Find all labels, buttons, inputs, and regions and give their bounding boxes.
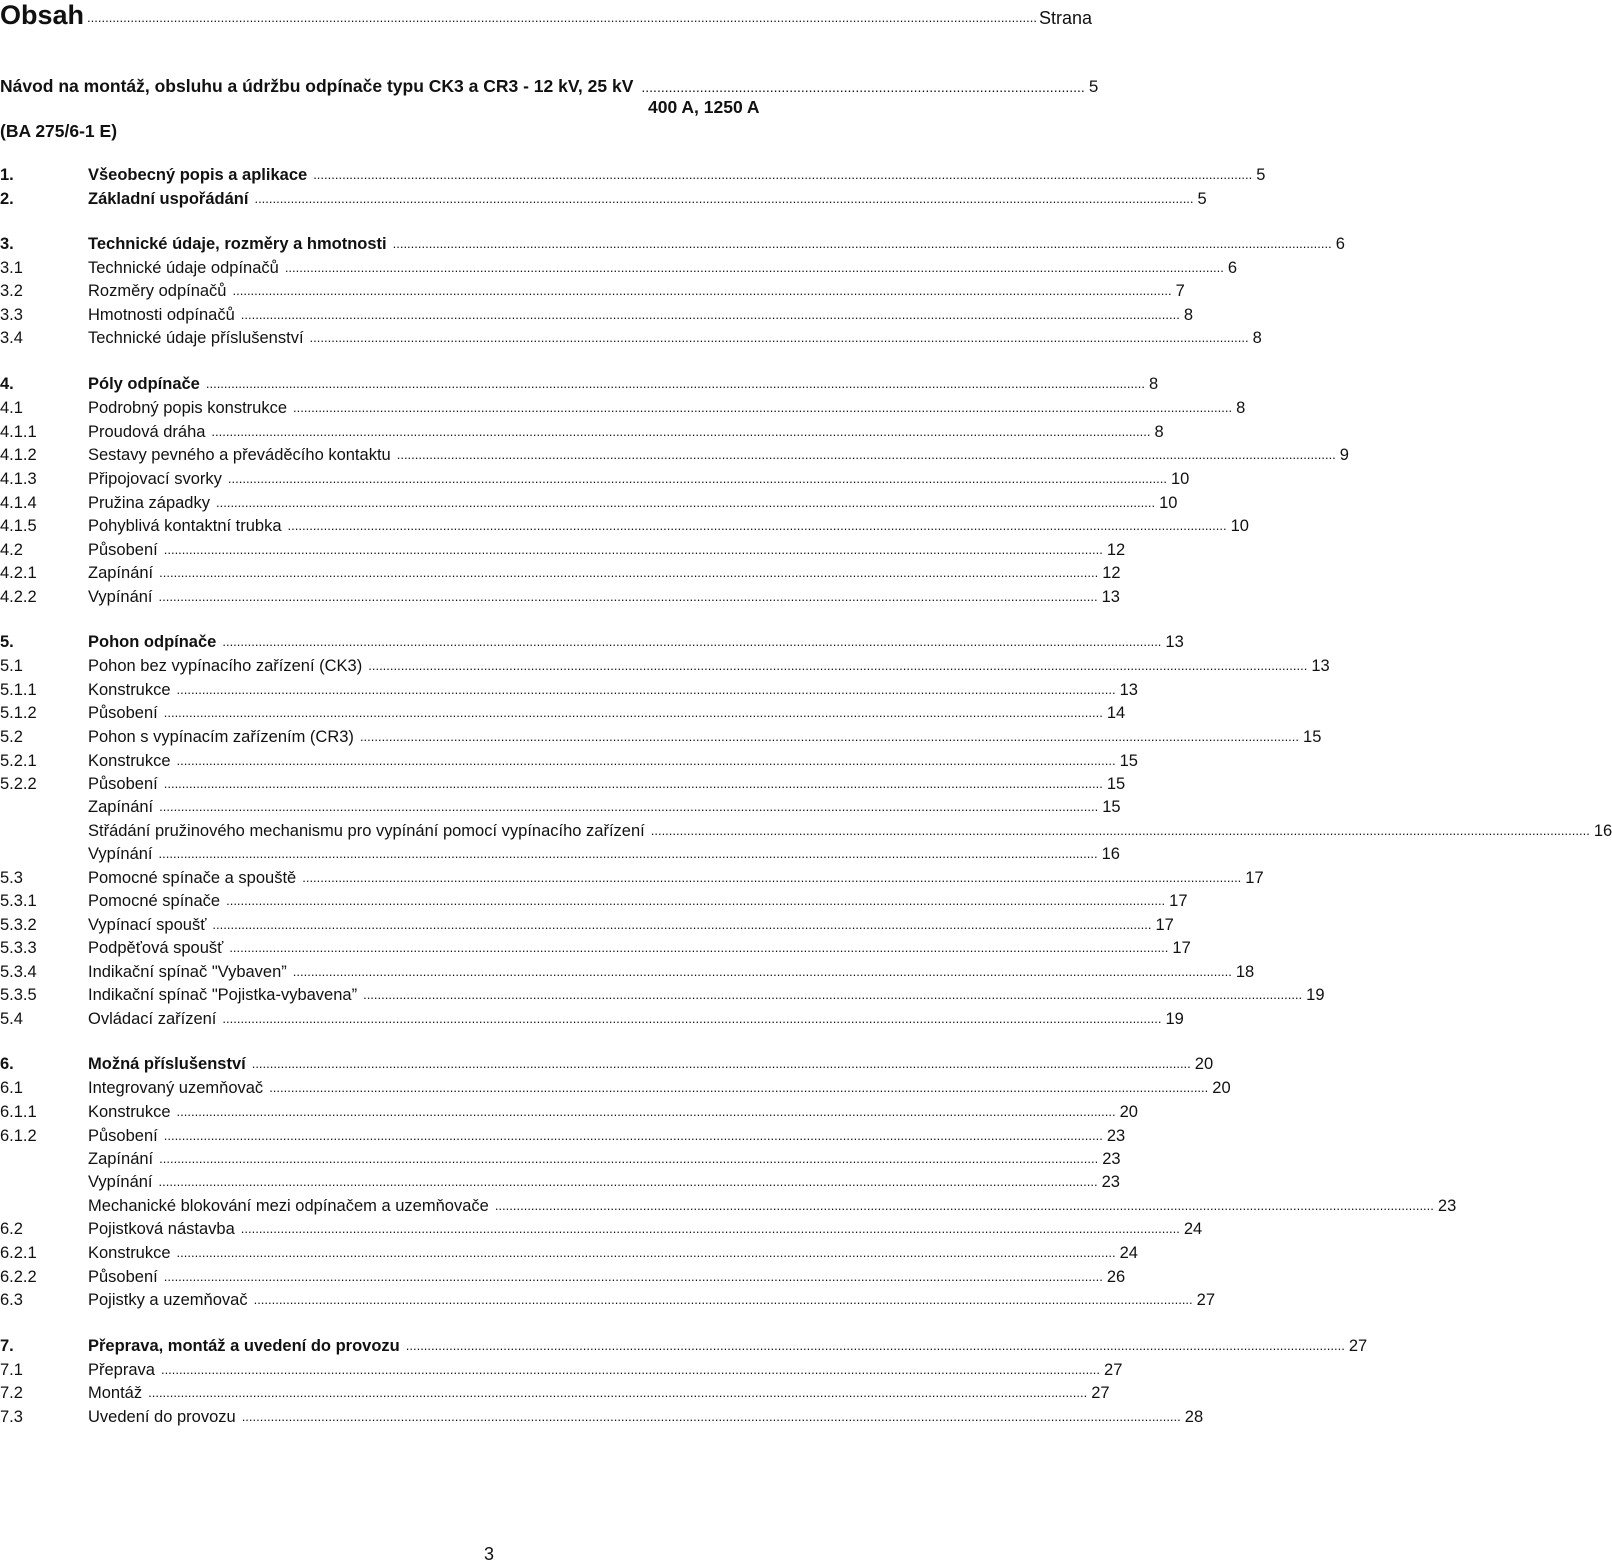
leader-dots: ....................................................................................................................................................................................................................................................................: [313, 167, 1253, 182]
toc-entry-page: 19: [1306, 986, 1325, 1004]
toc-entry[interactable]: [0, 1194, 1457, 1216]
toc-entry-label: Technické údaje příslušenství: [88, 329, 304, 347]
toc-entry[interactable]: [0, 279, 1185, 301]
toc-entry-page: 28: [1184, 1408, 1204, 1426]
toc-entry[interactable]: [0, 1007, 1184, 1029]
toc-entry[interactable]: [0, 795, 1121, 817]
toc-entry-page: 14: [1106, 704, 1126, 722]
toc-entry-page: 10: [1159, 494, 1178, 512]
toc-entry-label: Vypínání: [88, 845, 153, 863]
toc-entry-label: Póly odpínače: [88, 375, 200, 393]
toc-entry-label: Indikační spínač "Pojistka-vybavena”: [88, 986, 358, 1004]
toc-entry[interactable]: [0, 256, 1238, 278]
leader-dots: ....................................................................................................................................................................................................................................................................: [211, 424, 1151, 439]
leader-dots: ....................................................................................................................................................................................................................................................................: [302, 870, 1242, 885]
toc-entry-number: 3.4: [0, 329, 23, 347]
toc-entry-label: Vypínací spoušť: [88, 916, 207, 934]
leader-dots: ....................................................................................................................................................................................................................................................................: [226, 893, 1166, 908]
header-leader-dots: .......................................................................................................................................................................................................................................................................: [87, 10, 1037, 25]
leader-dots: ....................................................................................................................................................................................................................................................................: [240, 307, 1180, 322]
toc-entry-label: Pohon s vypínacím zařízením (CR3): [88, 728, 354, 746]
leader-dots: ....................................................................................................................................................................................................................................................................: [222, 1011, 1162, 1026]
toc-entry-label: Konstrukce: [88, 681, 171, 699]
toc-entry-number: 4.1.3: [0, 470, 37, 488]
toc-entry[interactable]: [0, 420, 1164, 442]
toc-entry-number: 7.1: [0, 1361, 23, 1379]
toc-entry-number: 3.2: [0, 282, 23, 300]
leader-dots: ....................................................................................................................................................................................................................................................................: [309, 330, 1249, 345]
toc-entry[interactable]: [0, 514, 1249, 536]
leader-dots: ....................................................................................................................................................................................................................................................................: [176, 682, 1116, 697]
leader-dots: ....................................................................................................................................................................................................................................................................: [159, 799, 1099, 814]
leader-dots: ....................................................................................................................................................................................................................................................................: [287, 518, 1227, 533]
toc-entry-page: 8: [1183, 306, 1194, 324]
toc-entry[interactable]: [0, 187, 1207, 209]
leader-dots: ....................................................................................................................................................................................................................................................................: [158, 1174, 1098, 1189]
toc-entry-number: 3.3: [0, 306, 23, 324]
toc-entry[interactable]: [0, 866, 1264, 888]
toc-entry[interactable]: [0, 842, 1120, 864]
toc-entry[interactable]: [0, 491, 1178, 513]
toc-entry-page: 8: [1236, 399, 1246, 417]
toc-entry-label: Střádání pružinového mechanismu pro vypínání pomocí vypínacího zařízení: [88, 822, 645, 840]
toc-entry-page: 15: [1303, 728, 1322, 746]
page-column-label: Strana: [1038, 8, 1092, 28]
toc-entry-label: Konstrukce: [88, 1103, 171, 1121]
leader-dots: ....................................................................................................................................................................................................................................................................: [227, 471, 1167, 486]
page-number: 3: [484, 1544, 495, 1564]
toc-entry-page: 13: [1165, 633, 1184, 651]
toc-entry-page: 15: [1119, 752, 1138, 770]
toc-entry-page: 17: [1172, 939, 1191, 957]
toc-entry-number: 4.1.2: [0, 446, 37, 464]
toc-entry-label: Technické údaje odpínačů: [88, 259, 279, 277]
toc-entry-number: 5.2.1: [0, 752, 37, 770]
leader-dots: ....................................................................................................................................................................................................................................................................: [216, 495, 1156, 510]
toc-entry-page: 17: [1155, 916, 1174, 934]
toc-entry-number: 5.3: [0, 869, 23, 887]
toc-entry-number: 5.1.2: [0, 704, 37, 722]
leader-dots: ....................................................................................................................................................................................................................................................................: [251, 1056, 1191, 1071]
toc-entry-label: Sestavy pevného a převáděcího kontaktu: [88, 446, 391, 464]
toc-entry-label: Možná příslušenství: [88, 1055, 246, 1073]
document-title-line3: (BA 275/6-1 E): [0, 121, 118, 141]
toc-entry-page: 20: [1119, 1103, 1138, 1121]
toc-entry-number: 5.3.4: [0, 963, 37, 981]
toc-entry-page: 5: [1256, 166, 1266, 184]
toc-entry-label: Pojistky a uzemňovač: [88, 1291, 248, 1309]
leader-dots: ....................................................................................................................................................................................................................................................................: [269, 1080, 1209, 1095]
toc-entry-number: 5.3.5: [0, 986, 37, 1004]
toc-entry-number: 4.1: [0, 399, 23, 417]
toc-entry-page: 24: [1119, 1244, 1138, 1262]
toc-entry-number: 5.2: [0, 728, 23, 746]
toc-entry-page: 15: [1102, 798, 1121, 816]
toc-entry-number: 6.2: [0, 1220, 23, 1238]
toc-entry-page: 27: [1091, 1384, 1110, 1402]
toc-entry[interactable]: [0, 1170, 1120, 1192]
toc-entry-page: 27: [1196, 1291, 1216, 1309]
toc-entry[interactable]: [0, 538, 1126, 560]
toc-entry-number: 5.4: [0, 1010, 23, 1028]
toc-entry[interactable]: [0, 1405, 1204, 1427]
toc-entry-number: 5.3.1: [0, 892, 37, 910]
toc-entry-number: 4.1.5: [0, 517, 37, 535]
toc-entry-label: Vypínání: [88, 1173, 153, 1191]
leader-dots: ....................................................................................................................................................................................................................................................................: [254, 191, 1194, 206]
leader-dots: ....................................................................................................................................................................................................................................................................: [159, 1151, 1099, 1166]
toc-entry-label: Všeobecný popis a aplikace: [88, 166, 308, 184]
toc-entry-page: 26: [1106, 1268, 1126, 1286]
leader-dots: ....................................................................................................................................................................................................................................................................: [148, 1385, 1088, 1400]
toc-entry[interactable]: [0, 443, 1349, 465]
leader-dots: ..................................................................................................................: [641, 79, 1085, 95]
toc-entry-page: 12: [1102, 564, 1121, 582]
toc-entry-page: 8: [1154, 423, 1164, 441]
toc-entry-label: Působení: [88, 541, 158, 559]
toc-entry-page: 17: [1169, 892, 1188, 910]
toc-entry-number: 6.1.2: [0, 1127, 37, 1145]
leader-dots: ....................................................................................................................................................................................................................................................................: [163, 542, 1103, 557]
toc-entry-label: Integrovaný uzemňovač: [88, 1079, 264, 1097]
toc-entry[interactable]: [0, 1358, 1123, 1380]
toc-entry[interactable]: [0, 772, 1126, 794]
toc-entry-page: 13: [1311, 657, 1330, 675]
toc-entry-label: Přeprava, montáž a uvedení do provozu: [88, 1337, 400, 1355]
leader-dots: ....................................................................................................................................................................................................................................................................: [176, 1245, 1116, 1260]
leader-dots: ....................................................................................................................................................................................................................................................................: [158, 589, 1098, 604]
toc-entry-number: 4.2.1: [0, 564, 37, 582]
toc-entry-label: Podrobný popis konstrukce: [88, 399, 288, 417]
toc-entry-number: 5.: [0, 633, 14, 651]
toc-entry-label: Konstrukce: [88, 752, 171, 770]
toc-entry[interactable]: [0, 232, 1345, 254]
page-title: Obsah: [0, 0, 85, 30]
toc-entry-label: Indikační spínač "Vybaven”: [88, 963, 287, 981]
toc-entry[interactable]: [0, 326, 1262, 348]
toc-entry-page: 8: [1252, 329, 1262, 347]
toc-entry-page: 27: [1104, 1361, 1123, 1379]
leader-dots: ....................................................................................................................................................................................................................................................................: [158, 846, 1098, 861]
leader-dots: ....................................................................................................................................................................................................................................................................: [292, 964, 1232, 979]
toc-entry-label: Pohon odpínače: [88, 633, 217, 651]
toc-entry-number: 6.: [0, 1055, 14, 1073]
toc-entry-label: Ovládací zařízení: [88, 1010, 217, 1028]
toc-entry-number: 6.2.2: [0, 1268, 37, 1286]
toc-entry-label: Mechanické blokování mezi odpínačem a uzemňovače: [88, 1197, 489, 1215]
toc-entry-label: Zapínání: [88, 1150, 154, 1168]
toc-entry-label: Připojovací svorky: [88, 470, 222, 488]
toc-entry[interactable]: [0, 819, 1612, 841]
toc-entry[interactable]: [0, 701, 1126, 723]
toc-entry-label: Působení: [88, 704, 158, 722]
toc-entry[interactable]: [0, 561, 1121, 583]
toc-entry-number: 5.3.2: [0, 916, 37, 934]
toc-entry[interactable]: [0, 630, 1184, 652]
toc-entry[interactable]: [0, 1100, 1138, 1122]
toc-entry-number: 5.3.3: [0, 939, 37, 957]
toc-entry-number: 6.1.1: [0, 1103, 37, 1121]
toc-entry-page: 8: [1148, 375, 1159, 393]
toc-entry-label: Montáž: [88, 1384, 143, 1402]
toc-entry-number: 7.3: [0, 1408, 23, 1426]
toc-entry[interactable]: [0, 960, 1255, 982]
leader-dots: ....................................................................................................................................................................................................................................................................: [396, 447, 1336, 462]
toc-entry-label: Působení: [88, 1268, 158, 1286]
leader-dots: ....................................................................................................................................................................................................................................................................: [163, 705, 1103, 720]
toc-entry-number: 4.1.4: [0, 494, 37, 512]
toc-entry-page: 6: [1335, 235, 1345, 253]
leader-dots: ....................................................................................................................................................................................................................................................................: [293, 400, 1233, 415]
toc-entry-label: Pružina západky: [88, 494, 210, 512]
toc-entry[interactable]: [0, 678, 1138, 700]
toc-entry-number: 3.1: [0, 259, 23, 277]
toc-entry-page: 20: [1194, 1055, 1214, 1073]
leader-dots: ....................................................................................................................................................................................................................................................................: [650, 823, 1590, 838]
leader-dots: ....................................................................................................................................................................................................................................................................: [163, 1269, 1103, 1284]
toc-entry-label: Hmotnosti odpínačů: [88, 306, 235, 324]
toc-entry-number: 6.1: [0, 1079, 23, 1097]
toc-entry-number: 5.1.1: [0, 681, 37, 699]
toc-entry[interactable]: [0, 983, 1325, 1005]
toc-entry-label: Proudová dráha: [88, 423, 206, 441]
toc-entry-label: Zapínání: [88, 798, 154, 816]
toc-entry-number: 4.2.2: [0, 588, 37, 606]
toc-entry-page: 15: [1106, 775, 1126, 793]
leader-dots: ....................................................................................................................................................................................................................................................................: [405, 1338, 1345, 1353]
toc-entry[interactable]: [0, 163, 1266, 185]
toc-entry[interactable]: [0, 1052, 1214, 1074]
toc-entry-label: Pomocné spínače: [88, 892, 221, 910]
leader-dots: ....................................................................................................................................................................................................................................................................: [163, 1128, 1103, 1143]
leader-dots: ....................................................................................................................................................................................................................................................................: [232, 283, 1172, 298]
toc-entry-page: 6: [1227, 259, 1238, 277]
toc-entry[interactable]: [0, 1147, 1121, 1169]
toc-entry[interactable]: [0, 396, 1246, 418]
leader-dots: ....................................................................................................................................................................................................................................................................: [359, 729, 1300, 744]
toc-entry-page: 13: [1101, 588, 1120, 606]
document-title-line1: Návod na montáž, obsluhu a údržbu odpínače typu CK3 a CR3 - 12 kV, 25 kV: [0, 76, 634, 96]
toc-entry-page: 23: [1106, 1127, 1126, 1145]
toc-entry-number: 3.: [0, 235, 14, 253]
toc-entry-label: Působení: [88, 775, 158, 793]
toc-entry-number: 7.: [0, 1337, 14, 1355]
leader-dots: ....................................................................................................................................................................................................................................................................: [253, 1292, 1193, 1307]
toc-entry-number: 4.2: [0, 541, 23, 559]
toc-entry-label: Zapínání: [88, 564, 154, 582]
leader-dots: ....................................................................................................................................................................................................................................................................: [212, 917, 1152, 932]
toc-entry-page: 23: [1102, 1150, 1121, 1168]
leader-dots: ....................................................................................................................................................................................................................................................................: [160, 1362, 1101, 1377]
toc-entry-number: 4.1.1: [0, 423, 37, 441]
leader-dots: ....................................................................................................................................................................................................................................................................: [159, 565, 1099, 580]
toc-entry[interactable]: [0, 585, 1120, 607]
toc-entry-page: 7: [1175, 282, 1185, 300]
toc-entry-label: Pomocné spínače a spouště: [88, 869, 297, 887]
toc-entry[interactable]: [0, 749, 1138, 771]
toc-entry[interactable]: [0, 1381, 1110, 1403]
toc-entry-page: 16: [1101, 845, 1120, 863]
toc-entry[interactable]: [0, 1076, 1231, 1098]
leader-dots: ....................................................................................................................................................................................................................................................................: [240, 1221, 1180, 1236]
toc-entry[interactable]: [0, 1241, 1138, 1263]
toc-entry-label: Pohon bez vypínacího zařízení (CK3): [88, 657, 363, 675]
toc-entry-number: 4.: [0, 375, 14, 393]
document-title-page: 5: [1088, 77, 1099, 96]
toc-entry-page: 5: [1197, 190, 1207, 208]
toc-entry-page: 23: [1101, 1173, 1120, 1191]
toc-entry[interactable]: [0, 1124, 1126, 1146]
toc-entry-number: 1.: [0, 166, 14, 184]
toc-entry-label: Uvedení do provozu: [88, 1408, 236, 1426]
toc-entry-label: Rozměry odpínačů: [88, 282, 227, 300]
toc-entry-number: 2.: [0, 190, 14, 208]
toc-entry-page: 10: [1170, 470, 1190, 488]
toc-entry-number: 5.2.2: [0, 775, 37, 793]
leader-dots: ....................................................................................................................................................................................................................................................................: [284, 260, 1224, 275]
toc-entry[interactable]: [0, 1288, 1216, 1310]
toc-entry[interactable]: [0, 654, 1330, 676]
leader-dots: ....................................................................................................................................................................................................................................................................: [205, 376, 1145, 391]
toc-entry[interactable]: [0, 913, 1174, 935]
toc-entry-page: 27: [1348, 1337, 1368, 1355]
toc-entry-page: 10: [1230, 517, 1249, 535]
toc-entry-label: Základní uspořádání: [88, 190, 249, 208]
toc-entry-page: 9: [1339, 446, 1349, 464]
leader-dots: ....................................................................................................................................................................................................................................................................: [229, 940, 1169, 955]
toc-entry[interactable]: [0, 725, 1322, 747]
toc-entry-number: 6.3: [0, 1291, 23, 1309]
toc-entry-number: 5.1: [0, 657, 23, 675]
toc-entry-label: Působení: [88, 1127, 158, 1145]
toc-entry-page: 12: [1106, 541, 1126, 559]
document-title-line2: 400 A, 1250 A: [648, 97, 760, 117]
toc-entry-label: Přeprava: [88, 1361, 155, 1379]
toc-entry-label: Vypínání: [88, 588, 153, 606]
toc-entry[interactable]: [0, 467, 1190, 489]
toc-entry-label: Podpěťová spoušť: [88, 939, 224, 957]
toc-entry-page: 24: [1183, 1220, 1203, 1238]
toc-entry[interactable]: [0, 372, 1159, 394]
toc-entry-page: 18: [1235, 963, 1255, 981]
toc-entry-page: 17: [1245, 869, 1264, 887]
toc-entry-page: 16: [1593, 822, 1612, 840]
toc-entry-page: 23: [1437, 1197, 1457, 1215]
toc-entry-page: 13: [1119, 681, 1138, 699]
toc-entry[interactable]: [0, 936, 1191, 958]
toc-entry[interactable]: [0, 1265, 1126, 1287]
leader-dots: ....................................................................................................................................................................................................................................................................: [494, 1198, 1434, 1213]
leader-dots: ....................................................................................................................................................................................................................................................................: [363, 987, 1303, 1002]
leader-dots: ....................................................................................................................................................................................................................................................................: [222, 634, 1162, 649]
leader-dots: ....................................................................................................................................................................................................................................................................: [368, 658, 1308, 673]
toc-entry-number: 6.2.1: [0, 1244, 37, 1262]
toc-entry[interactable]: [0, 1334, 1368, 1356]
toc-entry-label: Pohyblivá kontaktní trubka: [88, 517, 282, 535]
leader-dots: ....................................................................................................................................................................................................................................................................: [392, 236, 1332, 251]
leader-dots: ....................................................................................................................................................................................................................................................................: [176, 1104, 1116, 1119]
toc-entry[interactable]: [0, 889, 1188, 911]
toc-entry-number: 7.2: [0, 1384, 23, 1402]
document-title-entry[interactable]: [0, 73, 1099, 143]
toc-entry[interactable]: [0, 303, 1194, 325]
toc-entry-page: 19: [1165, 1010, 1184, 1028]
leader-dots: ....................................................................................................................................................................................................................................................................: [176, 753, 1116, 768]
toc-entry-label: Technické údaje, rozměry a hmotnosti: [88, 235, 387, 253]
toc-entry-label: Konstrukce: [88, 1244, 171, 1262]
toc-entry-page: 20: [1212, 1079, 1231, 1097]
toc-entry-label: Pojistková nástavba: [88, 1220, 235, 1238]
toc-header: [0, 0, 1092, 30]
leader-dots: ....................................................................................................................................................................................................................................................................: [241, 1409, 1181, 1424]
leader-dots: ....................................................................................................................................................................................................................................................................: [163, 776, 1103, 791]
toc-entry[interactable]: [0, 1217, 1203, 1239]
